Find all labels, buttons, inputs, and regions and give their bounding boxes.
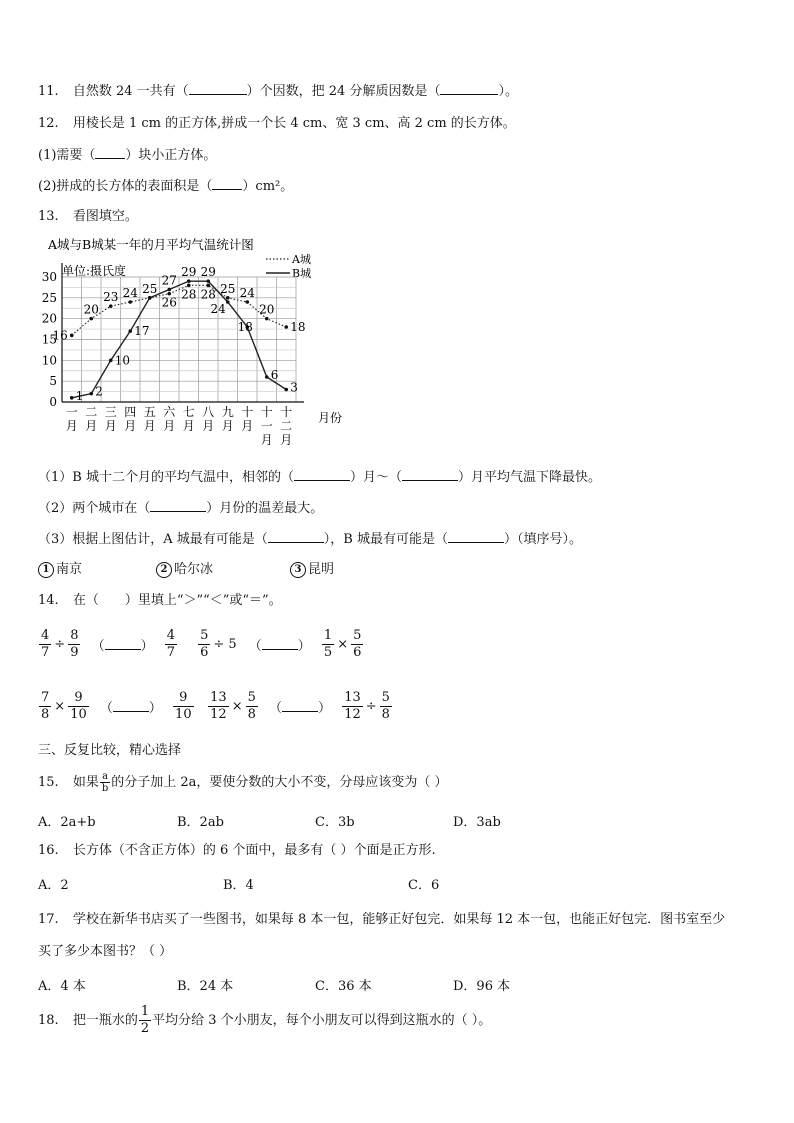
data-point [128, 329, 132, 333]
legend-label-b: B城 [292, 267, 312, 280]
numerator: 5 [353, 628, 362, 643]
data-point [206, 279, 210, 283]
compare-blank[interactable] [100, 697, 162, 716]
y-tick-label: 15 [41, 332, 57, 347]
x-tick-label: 月 [124, 419, 137, 433]
choice-a[interactable]: A．2 [38, 878, 69, 893]
question-text: (1)需要（ [38, 148, 96, 163]
choice-b[interactable]: B．4 [223, 878, 254, 893]
choice-a[interactable]: A．4 本 [38, 979, 86, 994]
data-label-a: 23 [103, 290, 119, 305]
y-tick-label: 30 [41, 270, 57, 284]
comparison-row-2 [38, 690, 393, 723]
x-tick-label: 月 [143, 419, 156, 433]
question-text: 把一瓶水的 [72, 1013, 138, 1028]
data-label-b: 10 [114, 353, 131, 368]
x-tick-label: 九 [221, 405, 234, 419]
data-point [187, 279, 191, 283]
data-point [167, 288, 171, 292]
x-tick-label: 月 [104, 419, 117, 433]
y-tick-label: 5 [49, 374, 57, 389]
numerator: 5 [381, 690, 390, 705]
data-label-b: 17 [134, 324, 150, 339]
comparison-4 [207, 690, 393, 723]
x-tick-label: 月 [221, 419, 234, 433]
operator: × [231, 699, 243, 714]
data-label-b: 29 [181, 265, 197, 280]
data-label-b: 1 [75, 388, 84, 403]
answer-blank[interactable] [448, 530, 504, 543]
chart-legend [266, 253, 311, 280]
choice-d[interactable]: D．3ab [453, 815, 501, 830]
denominator: b [101, 783, 109, 794]
numerator: 13 [210, 690, 227, 705]
data-label-a: 26 [161, 295, 177, 310]
data-point [265, 375, 269, 379]
x-tick-label: 四 [124, 405, 137, 419]
data-label-a: 18 [290, 320, 306, 334]
question-text: 平均分给 3 个小朋友，每个小朋友可以得到这瓶水的（ ）。 [152, 1013, 492, 1028]
fraction [208, 690, 229, 723]
compare-blank[interactable] [269, 697, 331, 716]
paren: （ [248, 639, 262, 654]
data-label-b: 2 [95, 384, 103, 399]
answer-blank[interactable] [105, 637, 141, 650]
denominator: 8 [247, 707, 256, 722]
fraction [68, 690, 89, 723]
option-3[interactable] [290, 562, 334, 577]
question-text: ）月平均气温下降最快。 [457, 470, 601, 485]
denominator: 9 [70, 645, 79, 660]
answer-blank[interactable] [189, 82, 247, 95]
numerator: 13 [344, 690, 361, 705]
fraction [198, 628, 210, 661]
choice-d[interactable]: D．96 本 [453, 979, 511, 994]
question-text: 看图填空。 [72, 209, 138, 224]
answer-blank[interactable] [150, 499, 206, 512]
y-tick-label: 10 [41, 353, 57, 368]
denominator: 6 [200, 645, 209, 660]
answer-blank[interactable] [262, 637, 298, 650]
question-14 [38, 592, 282, 610]
question-text: ）。 [498, 84, 518, 99]
answer-blank[interactable] [95, 146, 125, 159]
comparison-row-1 [38, 628, 364, 661]
numerator: 5 [200, 628, 209, 643]
data-point [89, 317, 93, 321]
data-label-a: 25 [220, 281, 236, 296]
data-label-b: 6 [270, 368, 279, 382]
x-tick-label: 月 [260, 433, 273, 447]
question-number: 14. [38, 593, 59, 608]
choice-a[interactable]: A．2a+b [38, 815, 96, 830]
data-point [89, 392, 93, 396]
x-tick-label: 月 [202, 419, 215, 433]
question-13-options [38, 561, 334, 579]
paren: （ [269, 701, 283, 716]
data-label-a: 28 [200, 287, 216, 302]
y-tick-label: 20 [41, 311, 57, 326]
numerator: 1 [323, 628, 333, 643]
question-text: ）cm²。 [242, 179, 294, 194]
choice-c[interactable]: C．36 本 [315, 979, 372, 994]
denominator: 2 [140, 1021, 150, 1036]
operator: ÷ [54, 637, 66, 652]
x-tick-label: 八 [202, 405, 215, 419]
numerator: 4 [41, 628, 50, 643]
answer-blank[interactable] [440, 82, 498, 95]
question-text: ）月～（ [349, 470, 402, 485]
data-point [109, 359, 113, 363]
question-text: 的分子加上 2a，要使分数的大小不变，分母应该变为（ ） [111, 775, 448, 790]
operator: × [337, 637, 349, 652]
compare-blank[interactable] [249, 635, 311, 654]
numerator: 9 [68, 690, 89, 707]
question-text: （3）根据上图估计，A 城最有可能是（ [38, 532, 268, 547]
question-13 [38, 208, 138, 226]
numerator: 8 [70, 628, 79, 643]
data-label-a: 20 [83, 302, 99, 317]
x-tick-label: 月 [241, 419, 254, 433]
question-text: ）（填序号）。 [503, 532, 582, 547]
x-tick-label: 二 [280, 419, 293, 433]
question-text: 用棱长是 1 cm 的正方体,拼成一个长 4 cm、宽 3 cm、高 2 cm 的长方体。 [72, 116, 516, 131]
answer-blank[interactable] [212, 177, 242, 190]
fraction [351, 628, 363, 661]
denominator: 12 [210, 707, 227, 722]
numerator: a [100, 771, 110, 783]
question-number: 18. [38, 1013, 59, 1028]
data-point [148, 296, 152, 300]
question-17-line-2: 买了多少本图书？（ ） [38, 944, 173, 959]
circled-number: 2 [156, 562, 172, 578]
numerator: 9 [173, 690, 194, 707]
data-label-b: 18 [237, 320, 253, 334]
x-tick-label: 一 [65, 405, 78, 419]
question-text: （1）B 城十二个月的平均气温中，相邻的（ [38, 470, 294, 485]
data-label-a: 16 [52, 328, 68, 343]
x-tick-label: 五 [143, 405, 156, 419]
choice-b[interactable]: B．2ab [177, 815, 224, 830]
operator: × [54, 699, 66, 714]
option-2[interactable] [156, 561, 290, 579]
question-text: 学校在新华书店买了一些图书，如果每 8 本一包，能够正好包完．如果每 12 本一包，也能正好包完．图书室至少 [72, 912, 726, 927]
question-number: 11. [38, 84, 59, 99]
x-tick-label: 三 [104, 405, 117, 419]
answer-blank[interactable] [268, 530, 324, 543]
question-text: ）块小正方体。 [125, 148, 217, 163]
x-tick-label: 月 [65, 419, 78, 433]
numerator: 5 [247, 690, 256, 705]
numerator: 1 [140, 1004, 150, 1019]
question-text: 在（ ）里填上“＞”“＜”或“＝”。 [72, 593, 282, 608]
comparison-2 [197, 628, 364, 661]
option-label: 南京 [56, 562, 83, 577]
fraction [100, 771, 110, 794]
x-tick-label: 月 [182, 419, 195, 433]
question-text: (2)拼成的长方体的表面积是（ [38, 179, 213, 194]
operator: ÷ [365, 699, 377, 714]
fraction [68, 628, 80, 661]
data-point [226, 296, 230, 300]
temperature-line-chart [40, 232, 360, 457]
x-tick-label: 十 [260, 405, 273, 419]
answer-blank[interactable] [113, 699, 149, 712]
data-label-a: 28 [181, 287, 197, 302]
data-label-b: 24 [210, 302, 226, 316]
question-number: 16. [38, 843, 59, 858]
question-13-part-1 [38, 468, 601, 487]
choice-b[interactable]: B．24 本 [177, 979, 234, 994]
question-text: （2）两个城市在（ [38, 501, 151, 516]
denominator: 8 [381, 707, 390, 722]
fraction [246, 690, 258, 723]
data-point [284, 325, 288, 329]
x-tick-label: 一 [260, 419, 273, 433]
fraction [173, 690, 194, 723]
question-number: 13. [38, 209, 59, 224]
circled-number: 1 [38, 562, 54, 578]
x-axis [66, 404, 293, 447]
question-12-part-1 [38, 146, 216, 165]
denominator: 10 [175, 707, 192, 722]
comparison-3 [38, 690, 203, 723]
fraction [139, 1004, 151, 1037]
question-text: 长方体（不含正方体）的 6 个面中，最多有（ ）个面是正方形. [72, 843, 436, 858]
denominator: 6 [353, 645, 362, 660]
choice-c[interactable]: C．3b [315, 815, 355, 830]
numerator: 7 [41, 690, 50, 705]
question-number: 12. [38, 116, 59, 131]
paren: ） [148, 701, 162, 716]
paren: （ [91, 639, 105, 654]
data-point [284, 388, 288, 392]
paren: ） [297, 639, 311, 654]
question-18 [38, 1004, 491, 1037]
denominator: 8 [41, 707, 50, 722]
x-tick-label: 六 [163, 405, 176, 419]
x-tick-label: 月 [280, 433, 293, 447]
question-text: ），B 城最有可能是（ [323, 532, 448, 547]
chart-title: A城与B城某一年的月平均气温统计图 [48, 237, 254, 252]
question-12 [38, 115, 516, 133]
data-point [70, 334, 74, 338]
data-label-a: 24 [239, 286, 255, 300]
data-point [128, 300, 132, 304]
question-text: ）月份的温差最大。 [206, 501, 324, 516]
data-label-a: 24 [122, 286, 138, 300]
question-11 [38, 82, 518, 101]
question-16 [38, 842, 436, 860]
question-text: ）个因数，把 24 分解质因数是（ [246, 84, 441, 99]
fraction [380, 690, 392, 723]
integer: 5 [228, 637, 237, 652]
question-number: 15. [38, 775, 59, 790]
fraction [342, 690, 363, 723]
x-axis-label: 月份 [318, 411, 343, 425]
option-1[interactable] [38, 561, 156, 579]
option-label: 昆明 [308, 562, 335, 577]
answer-blank[interactable] [282, 699, 318, 712]
data-point [109, 304, 113, 308]
question-17 [38, 911, 725, 929]
data-label-b: 29 [200, 265, 216, 280]
x-tick-label: 十 [241, 405, 254, 419]
data-label-b: 3 [290, 380, 298, 395]
fraction [165, 628, 177, 661]
denominator: 5 [323, 645, 333, 660]
paren: ） [140, 639, 154, 654]
question-13-part-2 [38, 499, 323, 518]
denominator: 7 [41, 645, 50, 660]
question-15 [38, 771, 448, 794]
data-point [226, 300, 230, 304]
compare-blank[interactable] [92, 635, 154, 654]
denominator: 7 [166, 645, 176, 660]
data-point [265, 317, 269, 321]
answer-blank[interactable] [294, 468, 350, 481]
fraction [322, 628, 334, 661]
choice-c[interactable]: C．6 [408, 878, 440, 893]
x-tick-label: 二 [85, 405, 98, 419]
question-12-part-2 [38, 177, 293, 196]
answer-blank[interactable] [402, 468, 458, 481]
y-tick-label: 0 [49, 395, 57, 409]
circled-number: 3 [290, 562, 306, 578]
numerator: 4 [166, 628, 176, 643]
data-point [70, 396, 74, 400]
legend-label-a: A城 [292, 253, 311, 266]
fraction [39, 690, 51, 723]
question-number: 17. [38, 912, 59, 927]
operator: ÷ [213, 637, 225, 652]
question-text: 自然数 24 一共有（ [72, 84, 189, 99]
denominator: 12 [344, 707, 361, 722]
paren: ） [318, 701, 332, 716]
comparison-1 [38, 628, 193, 661]
chart-unit-label: 单位:摄氏度 [62, 264, 127, 278]
question-text: 如果 [72, 775, 99, 790]
question-13-part-3 [38, 530, 582, 549]
x-tick-label: 月 [163, 419, 176, 433]
x-tick-label: 十 [280, 405, 293, 419]
x-tick-label: 七 [182, 405, 195, 419]
data-label-a: 25 [142, 281, 158, 296]
section-heading: 三、反复比较，精心选择 [38, 743, 182, 758]
data-point [245, 300, 249, 304]
x-tick-label: 月 [85, 419, 98, 433]
data-label-a: 20 [259, 302, 275, 317]
fraction [39, 628, 51, 661]
data-label-b: 27 [161, 273, 177, 288]
paren: （ [99, 701, 113, 716]
y-tick-label: 25 [41, 290, 57, 305]
denominator: 10 [70, 707, 87, 722]
option-label: 哈尔冰 [174, 562, 214, 577]
